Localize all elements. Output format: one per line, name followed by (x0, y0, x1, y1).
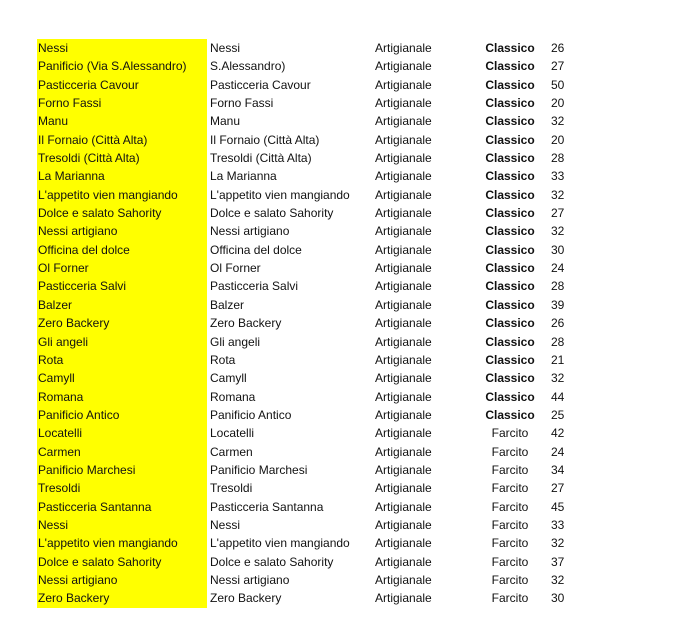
table-row (37, 94, 597, 112)
score-value: 27 (551, 481, 565, 496)
score-value: 30 (551, 591, 565, 606)
product-category: Classico (485, 407, 535, 422)
bakery-name: Pasticceria Salvi (210, 279, 299, 294)
score-value: 30 (551, 242, 565, 257)
product-category: Classico (485, 371, 535, 386)
score-value: 32 (551, 572, 565, 587)
table-row (37, 222, 597, 240)
bakery-name-highlighted: Nessi artigiano (37, 222, 207, 240)
bakery-name: La Marianna (210, 169, 277, 184)
bakery-name: L'appetito vien mangiando (210, 536, 350, 551)
bakery-name-highlighted: Officina del dolce (37, 241, 207, 259)
product-type: Artigianale (375, 206, 432, 221)
table-row (37, 351, 597, 369)
spreadsheet-table (37, 39, 597, 608)
bakery-name-highlighted: Pasticceria Salvi (37, 277, 207, 295)
score-value: 42 (551, 426, 565, 441)
bakery-name-highlighted: Balzer (37, 296, 207, 314)
score-value: 24 (551, 444, 565, 459)
score-value: 45 (551, 499, 565, 514)
bakery-name-highlighted: Pasticceria Cavour (37, 76, 207, 94)
score-value: 39 (551, 297, 565, 312)
product-category: Classico (485, 59, 535, 74)
product-type: Artigianale (375, 536, 432, 551)
bakery-name: Zero Backery (210, 591, 282, 606)
bakery-name: Carmen (210, 444, 253, 459)
product-category: Classico (485, 77, 535, 92)
product-type: Artigianale (375, 426, 432, 441)
product-type: Artigianale (375, 481, 432, 496)
bakery-name-highlighted: L'appetito vien mangiando (37, 186, 207, 204)
bakery-name-highlighted: Camyll (37, 369, 207, 387)
product-category: Farcito (491, 536, 529, 551)
product-type: Artigianale (375, 462, 432, 477)
bakery-name-highlighted: Rota (37, 351, 207, 369)
product-category: Classico (485, 242, 535, 257)
product-type: Artigianale (375, 352, 432, 367)
table-row (37, 149, 597, 167)
score-value: 25 (551, 407, 565, 422)
bakery-name: Pasticceria Santanna (210, 499, 324, 514)
score-value: 26 (551, 316, 565, 331)
table-row (37, 186, 597, 204)
table-row (37, 296, 597, 314)
product-type: Artigianale (375, 187, 432, 202)
product-type: Artigianale (375, 554, 432, 569)
product-type: Artigianale (375, 499, 432, 514)
product-type: Artigianale (375, 41, 432, 55)
bakery-name: Panificio Marchesi (210, 462, 308, 477)
bakery-name: Nessi (210, 41, 241, 55)
table-row (37, 424, 597, 442)
product-category: Classico (485, 114, 535, 129)
product-category: Farcito (491, 591, 529, 606)
bakery-name-highlighted: L'appetito vien mangiando (37, 534, 207, 552)
bakery-name: S.Alessandro) (210, 59, 286, 74)
table-row (37, 112, 597, 130)
table-row (37, 131, 597, 149)
table-row (37, 57, 597, 75)
score-value: 37 (551, 554, 565, 569)
bakery-name: Nessi (210, 517, 241, 532)
product-type: Artigianale (375, 279, 432, 294)
table-row (37, 167, 597, 185)
score-value: 33 (551, 169, 565, 184)
score-value: 20 (551, 96, 565, 111)
table-row (37, 39, 597, 57)
score-value: 28 (551, 151, 565, 166)
score-value: 28 (551, 279, 565, 294)
table-row (37, 498, 597, 516)
product-category: Classico (485, 279, 535, 294)
table-row (37, 589, 597, 607)
product-type: Artigianale (375, 389, 432, 404)
bakery-name-highlighted: Panificio (Via S.Alessandro) (37, 57, 207, 75)
product-category: Farcito (491, 499, 529, 514)
table-row (37, 553, 597, 571)
product-type: Artigianale (375, 591, 432, 606)
product-type: Artigianale (375, 517, 432, 532)
bakery-name: L'appetito vien mangiando (210, 187, 350, 202)
product-category: Classico (485, 389, 535, 404)
bakery-name-highlighted: Romana (37, 388, 207, 406)
product-type: Artigianale (375, 261, 432, 276)
table-row (37, 516, 597, 534)
score-value: 28 (551, 334, 565, 349)
bakery-name-highlighted: Tresoldi (37, 479, 207, 497)
score-value: 32 (551, 371, 565, 386)
table-row (37, 461, 597, 479)
table-row (37, 534, 597, 552)
bakery-name-highlighted: Nessi artigiano (37, 571, 207, 589)
product-type: Artigianale (375, 169, 432, 184)
table-row (37, 204, 597, 222)
product-type: Artigianale (375, 572, 432, 587)
bakery-name: Panificio Antico (210, 407, 292, 422)
product-type: Artigianale (375, 77, 432, 92)
table-row (37, 369, 597, 387)
product-type: Artigianale (375, 297, 432, 312)
score-value: 27 (551, 206, 565, 221)
product-type: Artigianale (375, 316, 432, 331)
bakery-name-highlighted: Ol Forner (37, 259, 207, 277)
bakery-name-highlighted: Manu (37, 112, 207, 130)
table-row (37, 443, 597, 461)
product-type: Artigianale (375, 444, 432, 459)
table-row (37, 76, 597, 94)
score-value: 32 (551, 187, 565, 202)
product-type: Artigianale (375, 334, 432, 349)
bakery-name-highlighted: Panificio Marchesi (37, 461, 207, 479)
bakery-name: Gli angeli (210, 334, 261, 349)
bakery-name-highlighted: Zero Backery (37, 314, 207, 332)
bakery-name: Dolce e salato Sahority (210, 554, 334, 569)
product-category: Classico (485, 224, 535, 239)
bakery-name: Forno Fassi (210, 96, 274, 111)
product-category: Classico (485, 187, 535, 202)
product-category: Classico (485, 316, 535, 331)
bakery-name-highlighted: La Marianna (37, 167, 207, 185)
bakery-name-highlighted: Forno Fassi (37, 94, 207, 112)
bakery-name-highlighted: Nessi (37, 516, 207, 534)
bakery-name: Dolce e salato Sahority (210, 206, 334, 221)
product-type: Artigianale (375, 114, 432, 129)
product-category: Classico (485, 169, 535, 184)
product-category: Classico (485, 96, 535, 111)
table-row (37, 479, 597, 497)
product-category: Classico (485, 132, 535, 147)
table-row (37, 259, 597, 277)
product-category: Farcito (491, 554, 529, 569)
score-value: 32 (551, 114, 565, 129)
product-type: Artigianale (375, 371, 432, 386)
bakery-name-highlighted: Il Fornaio (Città Alta) (37, 131, 207, 149)
bakery-name-highlighted: Dolce e salato Sahority (37, 553, 207, 571)
score-value: 27 (551, 59, 565, 74)
score-value: 32 (551, 224, 565, 239)
bakery-name-highlighted: Nessi (37, 39, 207, 57)
product-type: Artigianale (375, 224, 432, 239)
score-value: 24 (551, 261, 565, 276)
score-value: 50 (551, 77, 565, 92)
score-value: 32 (551, 536, 565, 551)
bakery-name-highlighted: Zero Backery (37, 589, 207, 607)
product-category: Farcito (491, 444, 529, 459)
bakery-name: Balzer (210, 297, 245, 312)
bakery-name: Locatelli (210, 426, 255, 441)
product-category: Farcito (491, 517, 529, 532)
product-category: Classico (485, 151, 535, 166)
product-type: Artigianale (375, 242, 432, 257)
bakery-name: Rota (210, 352, 236, 367)
table-row (37, 314, 597, 332)
bakery-name: Zero Backery (210, 316, 282, 331)
table-row (37, 388, 597, 406)
bakery-name-highlighted: Dolce e salato Sahority (37, 204, 207, 222)
product-type: Artigianale (375, 59, 432, 74)
table-row (37, 406, 597, 424)
bakery-name: Romana (210, 389, 256, 404)
bakery-name: Pasticceria Cavour (210, 77, 311, 92)
bakery-name: Camyll (210, 371, 247, 386)
bakery-name-highlighted: Tresoldi (Città Alta) (37, 149, 207, 167)
product-category: Farcito (491, 426, 529, 441)
bakery-name: Officina del dolce (210, 242, 302, 257)
product-category: Classico (485, 334, 535, 349)
product-type: Artigianale (375, 96, 432, 111)
product-category: Classico (485, 352, 535, 367)
bakery-name: Nessi artigiano (210, 572, 290, 587)
bakery-name-highlighted: Gli angeli (37, 333, 207, 351)
score-value: 20 (551, 132, 565, 147)
bakery-name-highlighted: Carmen (37, 443, 207, 461)
table-row (37, 333, 597, 351)
product-category: Classico (485, 297, 535, 312)
product-category: Farcito (491, 572, 529, 587)
product-type: Artigianale (375, 132, 432, 147)
score-value: 33 (551, 517, 565, 532)
score-value: 44 (551, 389, 565, 404)
product-category: Classico (485, 206, 535, 221)
score-value: 21 (551, 352, 565, 367)
table-row (37, 241, 597, 259)
bakery-name: Il Fornaio (Città Alta) (210, 132, 320, 147)
product-category: Farcito (491, 481, 529, 496)
table-row (37, 277, 597, 295)
bakery-name: Tresoldi (210, 481, 253, 496)
product-category: Farcito (491, 462, 529, 477)
product-category: Classico (485, 41, 535, 55)
product-type: Artigianale (375, 151, 432, 166)
bakery-name: Ol Forner (210, 261, 261, 276)
product-type: Artigianale (375, 407, 432, 422)
score-value: 26 (551, 41, 565, 55)
product-category: Classico (485, 261, 535, 276)
score-value: 34 (551, 462, 565, 477)
bakery-name-highlighted: Pasticceria Santanna (37, 498, 207, 516)
bakery-name: Manu (210, 114, 241, 129)
table-row (37, 571, 597, 589)
bakery-name-highlighted: Locatelli (37, 424, 207, 442)
bakery-name: Tresoldi (Città Alta) (210, 151, 312, 166)
bakery-name: Nessi artigiano (210, 224, 290, 239)
bakery-name-highlighted: Panificio Antico (37, 406, 207, 424)
